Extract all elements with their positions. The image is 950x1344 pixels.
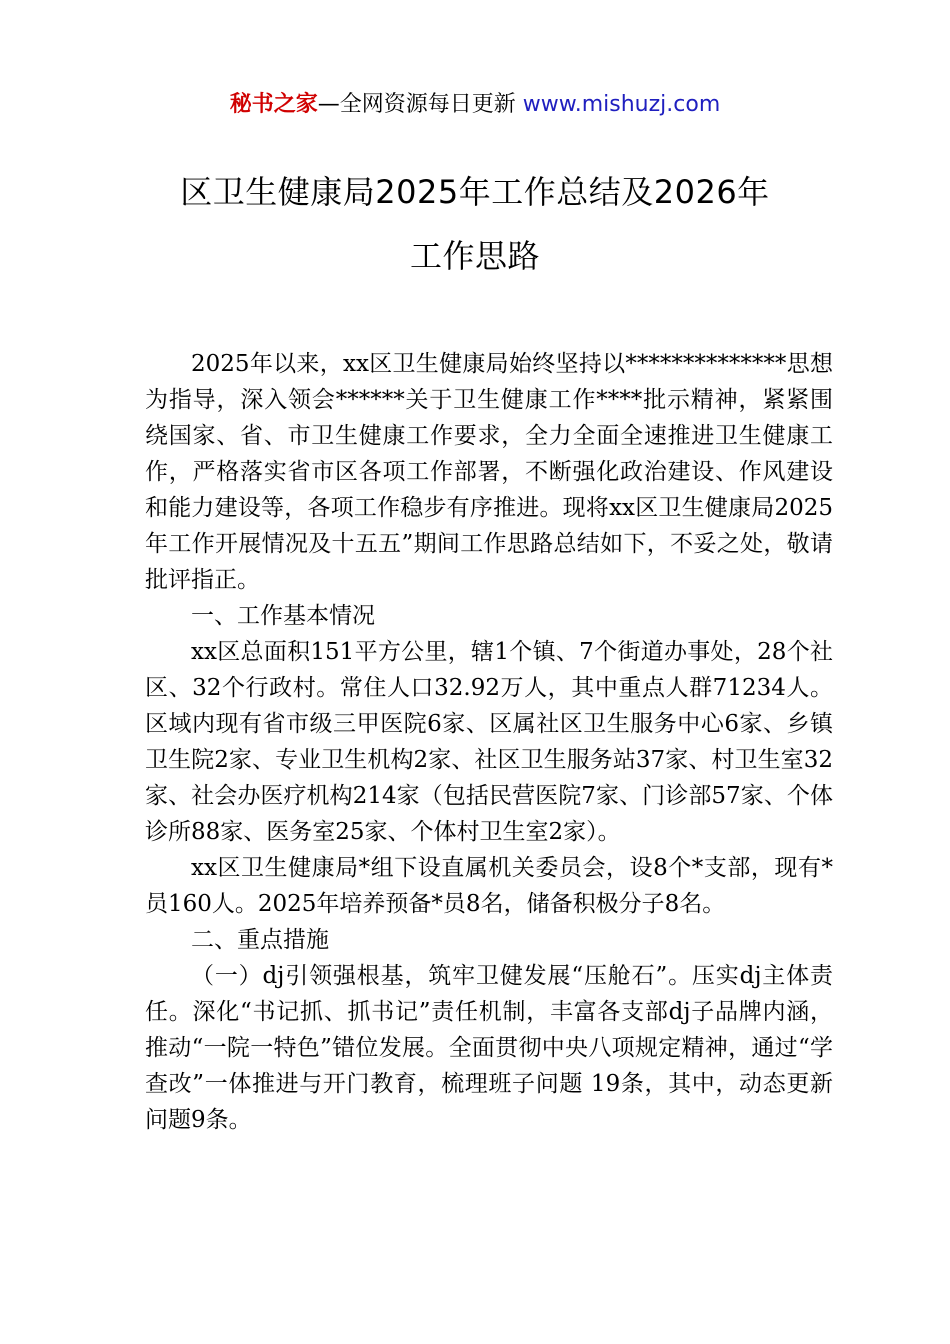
document-title [100,160,850,288]
brand-name: 秘书之家 [229,92,318,117]
site-url-link[interactable]: www.mishuzj.com [522,92,721,117]
section-heading-basic-situation: 一、工作基本情况 [191,603,375,629]
header-tagline: —全网资源每日更新 [317,92,523,117]
title-line-1: 区卫生健康局2025年工作总结及2026年 [180,173,770,211]
intro-paragraph: 2025年以来，xx区卫生健康局始终坚持以**************思想为指导，深入领会******关于卫生健康工作****批示精神，紧紧围绕国家、省、市卫生健康工作要求，全力全面全速推进卫生健康工作，严格落实省市区各项工作部署，不断强化政治建设、作风建设和能力建设等，各项工作稳步有序推进。现将xx区卫生健康局2025年工作开展情况及十五五”期间工作思路总结如下，不妥之处，敬请批评指正。 [145,351,833,593]
section-heading-key-measures: 二、重点措施 [191,927,329,953]
measure-paragraph-1: （一）dj引领强根基，筑牢卫健发展“压舱石”。压实dj主体责任。深化“书记抓、抓书记”责任机制，丰富各支部dj子品牌内涵，推动“一院一特色”错位发展。全面贯彻中央八项规定精神，通过“学查改”一体推进与开门教育，梳理班子问题 19条，其中，动态更新问题9条。 [145,963,833,1133]
organization-paragraph: xx区卫生健康局*组下设直属机关委员会，设8个*支部，现有*员160人。2025年培养预备*员8名，储备积极分子8名。 [145,855,833,917]
title-line-2: 工作思路 [409,237,540,275]
document-body [145,346,833,1138]
site-header [0,88,950,122]
overview-paragraph: xx区总面积151平方公里，辖1个镇、7个街道办事处，28个社区、32个行政村。常住人口32.92万人，其中重点人群71234人。区域内现有省市级三甲医院6家、区属社区卫生服务中心6家、乡镇卫生院2家、专业卫生机构2家、社区卫生服务站37家、村卫生室32家、社会办医疗机构214家（包括民营医院7家、门诊部57家、个体诊所88家、医务室25家、个体村卫生室2家）。 [145,639,833,845]
